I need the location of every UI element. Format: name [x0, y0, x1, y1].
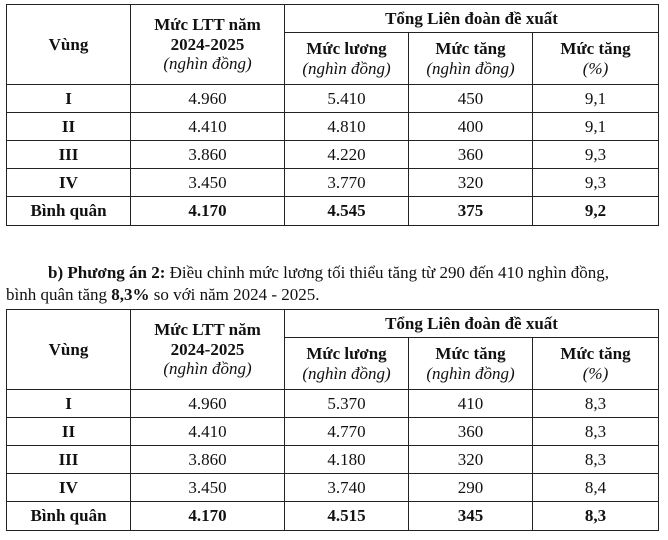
- salary-table-option-2: [6, 309, 659, 531]
- header-increase-label: Mức tăng: [435, 343, 506, 363]
- cell-region: II: [7, 418, 131, 446]
- option-label: b) Phương án 2:: [48, 263, 166, 282]
- header-ltt-unit: (nghìn đồng): [163, 359, 252, 379]
- paragraph-line-2: [6, 284, 666, 306]
- cell-increase: 320: [409, 446, 533, 474]
- header-salary-label: Mức lương: [306, 343, 387, 363]
- table-row: [7, 418, 659, 446]
- cell-ltt: 4.960: [131, 390, 285, 418]
- paragraph-text-1: Điều chỉnh mức lương tối thiểu tăng từ 290 đến 410 nghìn đồng,: [165, 263, 610, 282]
- paragraph-highlight: 8,3%: [111, 285, 150, 304]
- header-salary-label: Mức lương: [306, 38, 387, 58]
- cell-ltt: 3.450: [131, 474, 285, 502]
- cell-increase: 400: [409, 113, 533, 141]
- header-ltt-title-1: Mức LTT năm: [154, 15, 261, 35]
- cell-region: IV: [7, 474, 131, 502]
- header-ltt-title-1: Mức LTT năm: [154, 320, 261, 340]
- cell-increase: 375: [409, 197, 533, 226]
- header-increase-label: Mức tăng: [435, 38, 506, 58]
- table-row: [7, 446, 659, 474]
- cell-region: II: [7, 113, 131, 141]
- cell-region: I: [7, 85, 131, 113]
- cell-ltt: 4.410: [131, 418, 285, 446]
- cell-increase: 290: [409, 474, 533, 502]
- cell-region: Bình quân: [7, 197, 131, 226]
- header-region: Vùng: [7, 310, 131, 390]
- header-increase-pct-label: Mức tăng: [560, 38, 631, 58]
- paragraph-text-2: bình quân tăng: [6, 285, 112, 304]
- header-salary: [285, 33, 409, 85]
- header-region: Vùng: [7, 5, 131, 85]
- cell-increase: 320: [409, 169, 533, 197]
- cell-salary: 4.515: [285, 502, 409, 531]
- header-increase: [409, 33, 533, 85]
- cell-ltt: 3.450: [131, 169, 285, 197]
- cell-region: III: [7, 446, 131, 474]
- cell-pct: 8,3: [533, 418, 659, 446]
- header-increase-pct-unit: (%): [582, 58, 609, 78]
- cell-ltt: 4.410: [131, 113, 285, 141]
- cell-increase: 410: [409, 390, 533, 418]
- header-ltt-title-2: 2024-2025: [170, 339, 245, 359]
- cell-salary: 5.370: [285, 390, 409, 418]
- cell-pct: 9,2: [533, 197, 659, 226]
- cell-increase: 360: [409, 141, 533, 169]
- header-salary: [285, 338, 409, 390]
- table-row: [7, 141, 659, 169]
- header-group: Tổng Liên đoàn đề xuất: [285, 310, 659, 338]
- cell-region: III: [7, 141, 131, 169]
- cell-salary: 4.180: [285, 446, 409, 474]
- header-increase: [409, 338, 533, 390]
- option-2-paragraph: [6, 262, 666, 306]
- cell-pct: 8,4: [533, 474, 659, 502]
- header-ltt-title-2: 2024-2025: [170, 34, 245, 54]
- header-salary-unit: (nghìn đồng): [302, 363, 391, 383]
- cell-pct: 9,1: [533, 85, 659, 113]
- cell-salary: 5.410: [285, 85, 409, 113]
- header-group: Tổng Liên đoàn đề xuất: [285, 5, 659, 33]
- table-row-average: [7, 197, 659, 226]
- header-ltt-unit: (nghìn đồng): [163, 54, 252, 74]
- table-row: [7, 390, 659, 418]
- table-row: [7, 85, 659, 113]
- cell-salary: 4.545: [285, 197, 409, 226]
- cell-region: I: [7, 390, 131, 418]
- salary-table-option-1: [6, 4, 659, 226]
- cell-salary: 4.220: [285, 141, 409, 169]
- cell-salary: 3.770: [285, 169, 409, 197]
- cell-ltt: 3.860: [131, 446, 285, 474]
- table-row-average: [7, 502, 659, 531]
- cell-salary: 4.810: [285, 113, 409, 141]
- cell-increase: 345: [409, 502, 533, 531]
- header-increase-pct-unit: (%): [582, 363, 609, 383]
- paragraph-line-1: [6, 262, 666, 284]
- header-increase-pct: [533, 338, 659, 390]
- header-increase-pct: [533, 33, 659, 85]
- cell-pct: 9,3: [533, 169, 659, 197]
- header-increase-unit: (nghìn đồng): [426, 58, 515, 78]
- header-ltt: [131, 5, 285, 85]
- cell-ltt: 4.170: [131, 197, 285, 226]
- cell-pct: 8,3: [533, 446, 659, 474]
- cell-ltt: 4.960: [131, 85, 285, 113]
- cell-ltt: 3.860: [131, 141, 285, 169]
- cell-pct: 8,3: [533, 502, 659, 531]
- table-row: [7, 169, 659, 197]
- cell-salary: 3.740: [285, 474, 409, 502]
- cell-increase: 450: [409, 85, 533, 113]
- paragraph-text-3: so với năm 2024 - 2025.: [149, 285, 320, 304]
- cell-pct: 8,3: [533, 390, 659, 418]
- table-row: [7, 113, 659, 141]
- header-increase-unit: (nghìn đồng): [426, 363, 515, 383]
- cell-pct: 9,1: [533, 113, 659, 141]
- header-salary-unit: (nghìn đồng): [302, 58, 391, 78]
- cell-ltt: 4.170: [131, 502, 285, 531]
- header-ltt: [131, 310, 285, 390]
- header-increase-pct-label: Mức tăng: [560, 343, 631, 363]
- cell-pct: 9,3: [533, 141, 659, 169]
- cell-region: Bình quân: [7, 502, 131, 531]
- cell-increase: 360: [409, 418, 533, 446]
- table-row: [7, 474, 659, 502]
- cell-region: IV: [7, 169, 131, 197]
- cell-salary: 4.770: [285, 418, 409, 446]
